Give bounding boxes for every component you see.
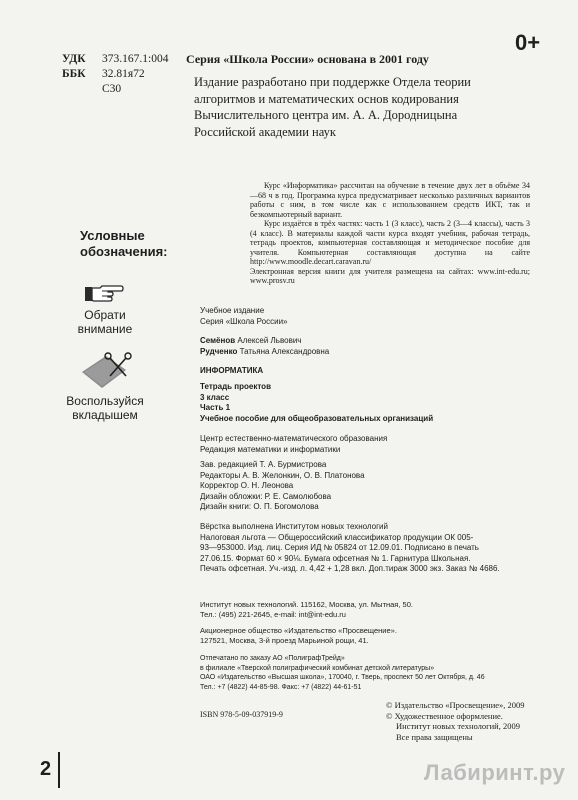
pointing-hand-icon — [84, 282, 124, 306]
editorial-staff — [200, 460, 365, 513]
insert-line: вкладышем — [72, 408, 138, 422]
copyright-block — [386, 700, 566, 742]
subtitle-line: Тетрадь проектов — [200, 382, 271, 391]
center-line: Редакция математики и информатики — [200, 444, 341, 454]
subtitle-line: Часть 1 — [200, 403, 231, 412]
printer-line: Тел.: +7 (4822) 44-85-98. Факс: +7 (4822) 44-61-51 — [200, 683, 362, 691]
insert-caption — [60, 394, 150, 422]
author-name: Алексей Львович — [237, 336, 302, 345]
age-rating-badge: 0+ — [515, 30, 541, 55]
annotation-paragraph: Электронная версия книги для учителя размещена на сайтах: www.int-edu.ru; www.prosv.ru — [250, 266, 530, 285]
legend-title — [80, 228, 168, 260]
institute-line: Тел.: (495) 221-2645, e-mail: int@int-edu.ru — [200, 610, 346, 619]
printer-info — [200, 654, 485, 692]
print-line: Печать офсетная. Уч.-изд. л. 4,42 + 1,28 вкл. Доп.тираж 3000 экз. Заказ № 4686. — [200, 564, 500, 573]
copyright-line: © Издательство «Просвещение», 2009 — [386, 700, 525, 710]
publisher-line: Акционерное общество «Издательство «Просвещение». — [200, 626, 397, 635]
print-line: 93—953000. Изд. лиц. Серия ИД № 05824 от 12.09.01. Подписано в печать — [200, 543, 479, 552]
print-line: Налоговая льгота — Общероссийский классификатор продукции ОК 005- — [200, 532, 474, 542]
copyright-line: Институт новых технологий, 2009 — [396, 721, 520, 731]
legend-title-line: обозначения: — [80, 244, 168, 259]
publisher-info — [200, 626, 397, 646]
scissors-icon — [80, 352, 132, 390]
course-annotation — [250, 181, 530, 286]
isbn: ISBN 978-5-09-037919-9 — [200, 710, 283, 719]
copyright-line: Все права защищены — [396, 731, 473, 742]
bbk-value: 32.81я72 — [102, 68, 145, 80]
code-value: С30 — [102, 83, 122, 95]
center-line: Центр естественно-математического образования — [200, 434, 388, 443]
series-line: Серия «Школа России» основана в 2001 году — [186, 52, 429, 66]
bbk-label: ББК — [62, 68, 86, 80]
insert-line: Воспользуйся — [66, 394, 144, 408]
page-number: 2 — [40, 758, 52, 780]
supported-by-note — [194, 74, 524, 140]
supported-line: Издание разработано при поддержке Отдела теории — [194, 75, 471, 89]
supported-line: Российской академии наук — [194, 124, 336, 139]
subtitle-line: 3 класс — [200, 392, 230, 402]
annotation-paragraph: Курс «Информатика» рассчитан на обучение в течение двух лет в объёме 34—68 ч в год. Программа курса предусматривает несколько различных вариантов работы с ним, в том числе как с использованием средств ИКТ, так и безкомпьютерный вариант. — [250, 181, 530, 219]
attention-caption — [60, 308, 150, 336]
watermark: Лабиринт.ру — [424, 760, 566, 785]
attention-line: Обрати — [84, 308, 126, 322]
printer-line: Отпечатано по заказу АО «ПолиграфТрейд» — [200, 655, 345, 662]
staff-line: Дизайн обложки: Р. Е. Самолюбова — [200, 491, 332, 501]
author-surname: Семёнов — [200, 336, 236, 345]
author-2 — [200, 347, 329, 358]
author-name: Татьяна Александровна — [239, 347, 330, 356]
print-line: Вёрстка выполнена Институтом новых технологий — [200, 522, 388, 531]
copyright-line: © Художественное оформление. — [386, 710, 503, 721]
edition-series: Серия «Школа России» — [200, 317, 288, 326]
publisher-line: 127521, Москва, 3-й проезд Марьиной рощи, 41. — [200, 636, 369, 645]
supported-line: алгоритмов и математических основ кодирования — [194, 91, 459, 106]
legend-title-line: Условные — [80, 228, 145, 243]
supported-line: Вычислительного центра им. А. А. Дородницына — [194, 108, 458, 122]
book-subtitle — [200, 382, 433, 424]
classification-codes — [62, 52, 168, 97]
staff-line: Зав. редакцией Т. А. Бурмистрова — [200, 460, 327, 469]
institute-line: Институт новых технологий. 115162, Москва, ул. Мытная, 50. — [200, 600, 413, 609]
annotation-paragraph: Курс издаётся в трёх частях: часть 1 (3 класс), часть 2 (3—4 классы), часть 3 (4 класс). В материалы каждой части курса входят учебник, рабочая тетрадь, тетрадь проектов, компьютерная составляющая и методическое пособие для учителя. Компьютерная составляющая доступна на сайте http://www.moodle.decart.caravan.ru/ — [250, 219, 530, 266]
institute-info — [200, 600, 413, 620]
staff-line: Дизайн книги: О. П. Богомолова — [200, 502, 319, 511]
print-details — [200, 522, 500, 575]
staff-line: Редакторы А. В. Желонкин, О. В. Платонова — [200, 470, 365, 480]
author-surname: Рудченко — [200, 347, 238, 356]
subtitle-line: Учебное пособие для общеобразовательных организаций — [200, 413, 434, 423]
printer-line: в филиале «Тверской полиграфический комбинат детской литературы» — [200, 664, 435, 672]
udk-label: УДК — [62, 53, 86, 65]
staff-line: Корректор О. Н. Леонова — [200, 481, 294, 490]
author-1 — [200, 336, 301, 347]
attention-line: внимание — [77, 322, 133, 336]
print-line: 27.06.15. Формат 60 × 90⅛. Бумага офсетная № 1. Гарнитура Школьная. — [200, 553, 471, 563]
editorial-center — [200, 434, 387, 455]
edition-type: Учебное издание — [200, 306, 265, 315]
book-title: ИНФОРМАТИКА — [200, 366, 264, 375]
printer-line: ОАО «Издательство «Высшая школа», 170040, г. Тверь, проспект 50 лет Октября, д. 46 — [200, 674, 485, 681]
udk-value: 373.167.1:004 — [102, 53, 169, 65]
